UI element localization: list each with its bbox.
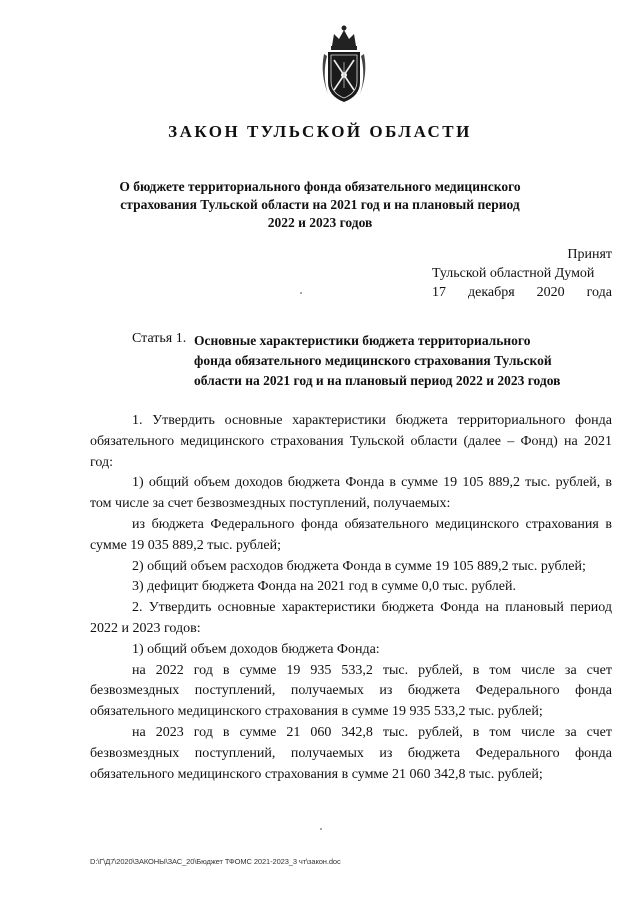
subtitle-line: страхования Тульской области на 2021 год и на плановый период (120, 197, 520, 212)
coat-of-arms-icon (318, 24, 370, 106)
article-label: Статья 1. (132, 331, 187, 346)
adoption-day: 17 (432, 285, 446, 300)
adoption-date (432, 283, 612, 302)
paragraph: 1) общий объем доходов бюджета Фонда в сумме 19 105 889,2 тыс. рублей, в том числе за счет безвозмездных поступлений, получаемых: (90, 475, 612, 512)
adopted-by: Тульской областной Думой (432, 266, 595, 281)
adopted-label: Принят (567, 247, 612, 262)
article-title (194, 331, 614, 391)
scan-speck (320, 828, 322, 830)
adoption-year-word: года (586, 285, 612, 300)
paragraph: на 2022 год в сумме 19 935 533,2 тыс. рублей, в том числе за счет безвозмездных поступлений, получаемых из бюджета Федерального фонда обязательного медицинского страхования в сумме 19 935 533,2 тыс. рублей; (90, 662, 612, 720)
scan-speck (300, 292, 302, 294)
subtitle-line: 2022 и 2023 годов (267, 215, 373, 230)
article-body (90, 411, 612, 785)
law-title: ЗАКОН ТУЛЬСКОЙ ОБЛАСТИ (168, 122, 472, 141)
paragraph: 2. Утвердить основные характеристики бюджета Фонда на плановый период 2022 и 2023 годов: (90, 600, 612, 636)
adoption-year: 2020 (536, 285, 565, 300)
paragraph: 1) общий объем доходов бюджета Фонда: (132, 641, 380, 657)
paragraph: из бюджета Федерального фонда обязательного медицинского страхования в сумме 19 035 889,2 тыс. рублей; (90, 516, 612, 553)
paragraph: 2) общий объем расходов бюджета Фонда в сумме 19 105 889,2 тыс. рублей; (132, 558, 586, 574)
file-path-footer: D:\Г\Д7\2020\ЗАКОНЫ\ЗАС_20\Бюджет ТФОМС 2021-2023_3 чт\закон.doc (90, 857, 341, 866)
adoption-block (432, 245, 612, 302)
subtitle-line: О бюджете территориального фонда обязательного медицинского (119, 179, 521, 194)
article-title-line: фонда обязательного медицинского страхования Тульской (194, 353, 552, 368)
paragraph: на 2023 год в сумме 21 060 342,8 тыс. рублей, в том числе за счет безвозмездных поступлений, получаемых из бюджета Федерального фонда обязательного медицинского страхования в сумме 21 060 342,8 тыс. рублей; (90, 724, 612, 782)
law-subtitle (110, 178, 530, 232)
article-title-line: Основные характеристики бюджета территориального (194, 333, 531, 348)
paragraph: 3) дефицит бюджета Фонда на 2021 год в сумме 0,0 тыс. рублей. (132, 579, 516, 595)
adoption-month: декабря (467, 285, 515, 300)
article-title-line: области на 2021 год и на плановый период 2022 и 2023 годов (194, 373, 561, 388)
paragraph: 1. Утвердить основные характеристики бюджета территориального фонда обязательного медицинского страхования Тульской области (далее – Фонд) на 2021 год: (90, 413, 612, 470)
